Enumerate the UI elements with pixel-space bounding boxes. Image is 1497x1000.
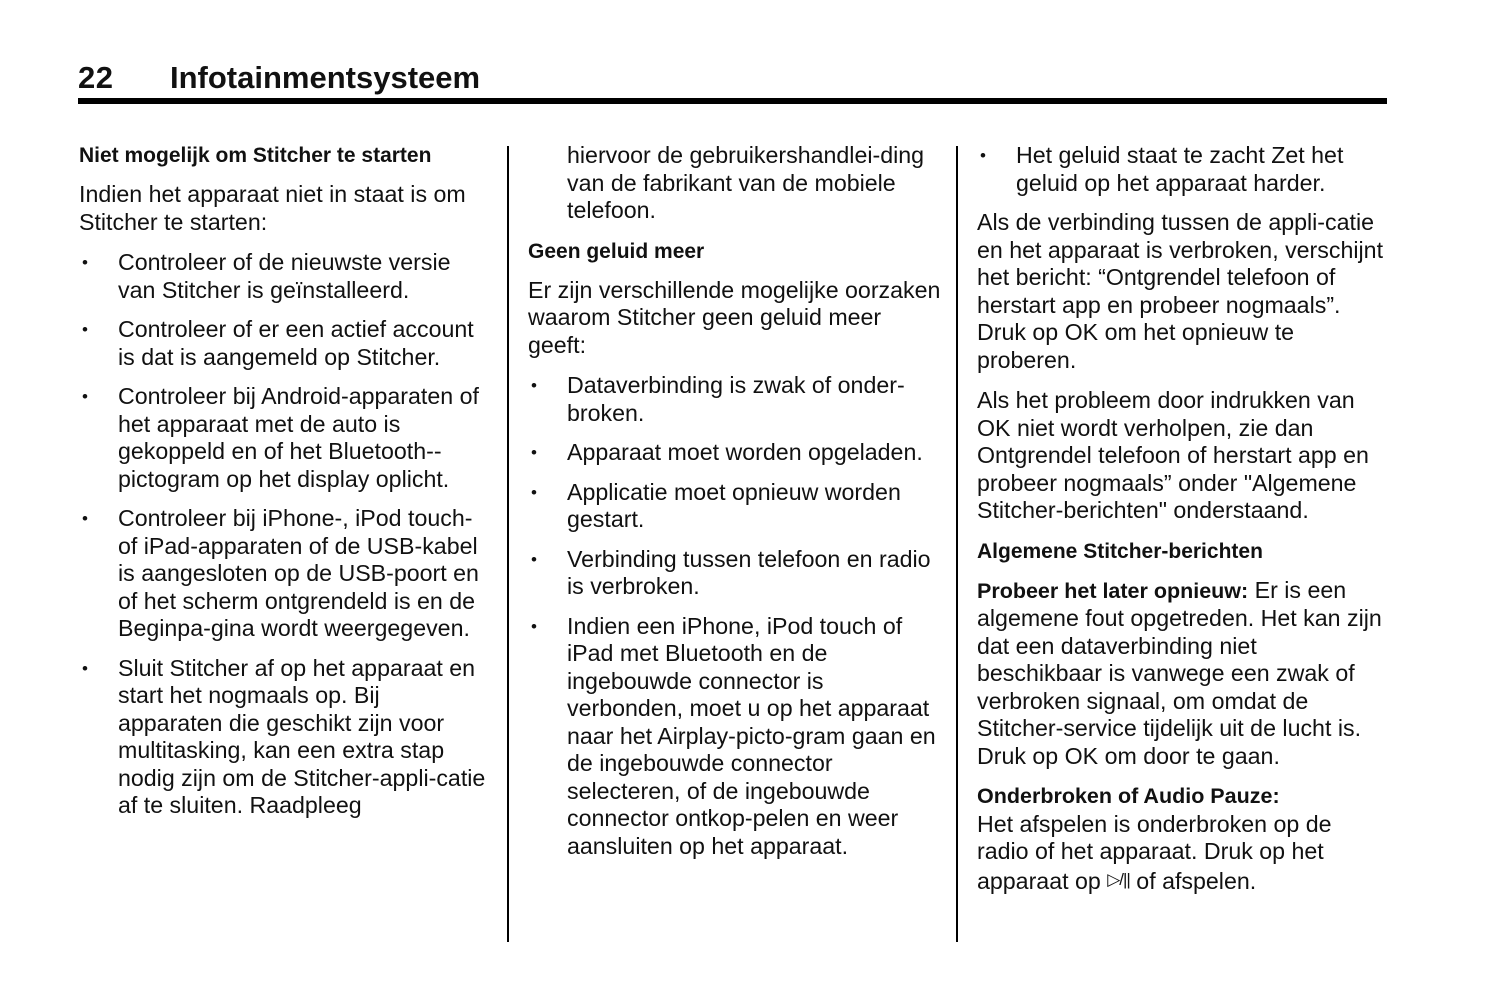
bullet-icon: • bbox=[531, 549, 537, 569]
list-item: • Verbinding tussen telefoon en radio is verbroken. bbox=[531, 545, 931, 599]
page-header bbox=[78, 58, 1387, 100]
bullet-icon: • bbox=[82, 509, 88, 528]
list-item: • Applicatie moet opnieuw worden gestart. bbox=[531, 478, 901, 532]
bullet-icon: • bbox=[531, 443, 537, 462]
bullet-icon: • bbox=[531, 376, 537, 395]
column-2 bbox=[528, 142, 943, 872]
list-item: • Controleer bij Android-apparaten of het apparaat met de auto is gekoppeld en of het Bluetooth--pictogram op het display oplicht. bbox=[82, 383, 479, 492]
list-item: • Controleer bij iPhone-, iPod touch- of iPad-apparaten of de USB-kabel is aangesloten op de USB-poort en of het scherm ontgrendeld is en de Beginpa-gina wordt weergegeven. bbox=[82, 505, 479, 641]
bullet-continuation: hiervoor de gebruikershandlei-ding van de fabrikant van de mobiele telefoon. bbox=[567, 142, 925, 223]
intro-paragraph: Indien het apparaat niet in staat is om Stitcher te starten: bbox=[79, 181, 466, 235]
list-item: • Controleer of de nieuwste versie van Stitcher is geïnstalleerd. bbox=[82, 249, 451, 303]
section-heading: Geen geluid meer bbox=[528, 239, 705, 263]
bullet-list bbox=[79, 249, 489, 820]
bullet-icon: • bbox=[531, 616, 537, 636]
message-body: Er is een algemene fout opgetreden. Het kan zijn dat een dataverbinding niet beschikbaar is vanwege een zwak of verbroken signaal, om omdat de Stitcher-service tijdelijk uit de lucht is. Druk op OK om door te gaan. bbox=[977, 576, 1382, 769]
intro-paragraph: Er zijn verschillende mogelijke oorzaken waarom Stitcher geen geluid meer geeft: bbox=[528, 276, 941, 358]
column-divider-1 bbox=[507, 146, 509, 942]
bullet-icon: • bbox=[82, 387, 88, 406]
message-body: Het afspelen is onderbroken op de radio of het apparaat. Druk op het apparaat op bbox=[977, 810, 1332, 894]
column-1 bbox=[79, 142, 489, 832]
list-item: • Het geluid staat te zacht Zet het geluid op het apparaat harder. bbox=[980, 142, 1344, 196]
list-item: • Sluit Stitcher af op het apparaat en start het nogmaals op. Bij apparaten die geschikt zijn voor multitasking, kan een extra stap nodig zijn om de Stitcher-appli-catie af te sluiten. Raadpleeg bbox=[82, 654, 486, 818]
bullet-list bbox=[977, 142, 1387, 197]
column-divider-2 bbox=[956, 146, 958, 942]
play-pause-icon: ▷/|| bbox=[1107, 869, 1130, 889]
section-heading: Algemene Stitcher-berichten bbox=[977, 539, 1263, 563]
bullet-list bbox=[528, 372, 943, 860]
message-body-end: of afspelen. bbox=[1129, 867, 1257, 894]
page-title: Infotainmentsysteem bbox=[170, 60, 481, 95]
header-rule bbox=[78, 98, 1387, 104]
message-entry bbox=[977, 783, 1387, 895]
bullet-icon: • bbox=[82, 253, 88, 272]
bullet-icon: • bbox=[980, 146, 986, 165]
bullet-icon: • bbox=[531, 482, 537, 502]
bullet-icon: • bbox=[82, 320, 88, 339]
message-entry bbox=[977, 577, 1387, 771]
paragraph: Als de verbinding tussen de appli-catie en het apparaat is verbroken, verschijnt het bericht: “Ontgrendel telefoon of herstart app en probeer nogmaals”. Druk op OK om het opnieuw te proberen. bbox=[977, 209, 1384, 373]
message-title: Onderbroken of Audio Pauze: bbox=[977, 784, 1280, 808]
list-item: • Apparaat moet worden opgeladen. bbox=[531, 439, 923, 465]
column-3 bbox=[977, 142, 1387, 908]
list-item: • Indien een iPhone, iPod touch of iPad met Bluetooth en de ingebouwde connector is verbonden, moet u op het apparaat naar het Airplay-picto-gram gaan en de ingebouwde connector selecteren, of de ingebouwde connector ontkop-pelen en weer aansluiten op het apparaat. bbox=[531, 612, 936, 859]
section-heading: Niet mogelijk om Stitcher te starten bbox=[79, 144, 432, 167]
bullet-icon: • bbox=[82, 658, 88, 678]
page-number: 22 bbox=[78, 60, 114, 95]
message-title: Probeer het later opnieuw: bbox=[977, 578, 1249, 603]
paragraph: Als het probleem door indrukken van OK niet wordt verholpen, zie dan Ontgrendel telefoon of herstart app en probeer nogmaals” onder "Algemene Stitcher-berichten" onderstaand. bbox=[977, 387, 1369, 523]
list-item: • Dataverbinding is zwak of onder-broken. bbox=[531, 372, 905, 426]
list-item: • Controleer of er een actief account is dat is aangemeld op Stitcher. bbox=[82, 316, 474, 370]
